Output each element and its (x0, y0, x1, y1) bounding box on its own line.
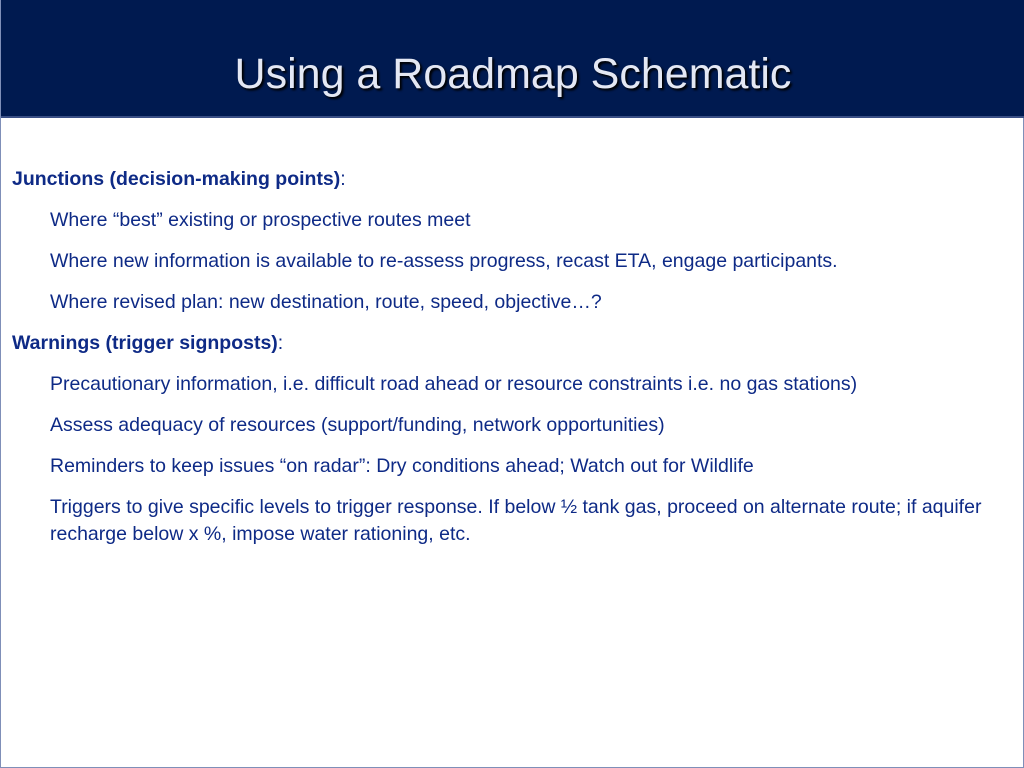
section-heading-junctions (12, 164, 1002, 194)
bullet-item: Precautionary information, i.e. difficult road ahead or resource constraints i.e. no gas stations) (50, 373, 858, 395)
section-heading-label: Warnings (trigger signposts) (12, 332, 278, 354)
section-heading-label: Junctions (decision-making points) (12, 168, 341, 190)
bullet-item: Where revised plan: new destination, route, speed, objective…? (50, 291, 602, 313)
bullet-item: Where new information is available to re-assess progress, recast ETA, engage participants. (50, 250, 838, 272)
section-heading-suffix: : (340, 168, 346, 190)
section-heading-suffix: : (277, 332, 284, 354)
bullet-item: Triggers to give specific levels to trigger response. If below ½ tank gas, proceed on alternate route; if aquifer recharge below x %, impose water rationing, etc. (50, 496, 982, 545)
bullet-item: Where “best” existing or prospective routes meet (50, 209, 471, 231)
bullet-item: Assess adequacy of resources (support/funding, network opportunities) (50, 414, 665, 436)
slide-content (12, 164, 1002, 559)
title-bar (1, 0, 1024, 118)
bullet-item: Reminders to keep issues “on radar”: Dry conditions ahead; Watch out for Wildlife (50, 455, 754, 477)
section-heading-warnings (12, 328, 1002, 358)
slide-title: Using a Roadmap Schematic (234, 50, 792, 98)
